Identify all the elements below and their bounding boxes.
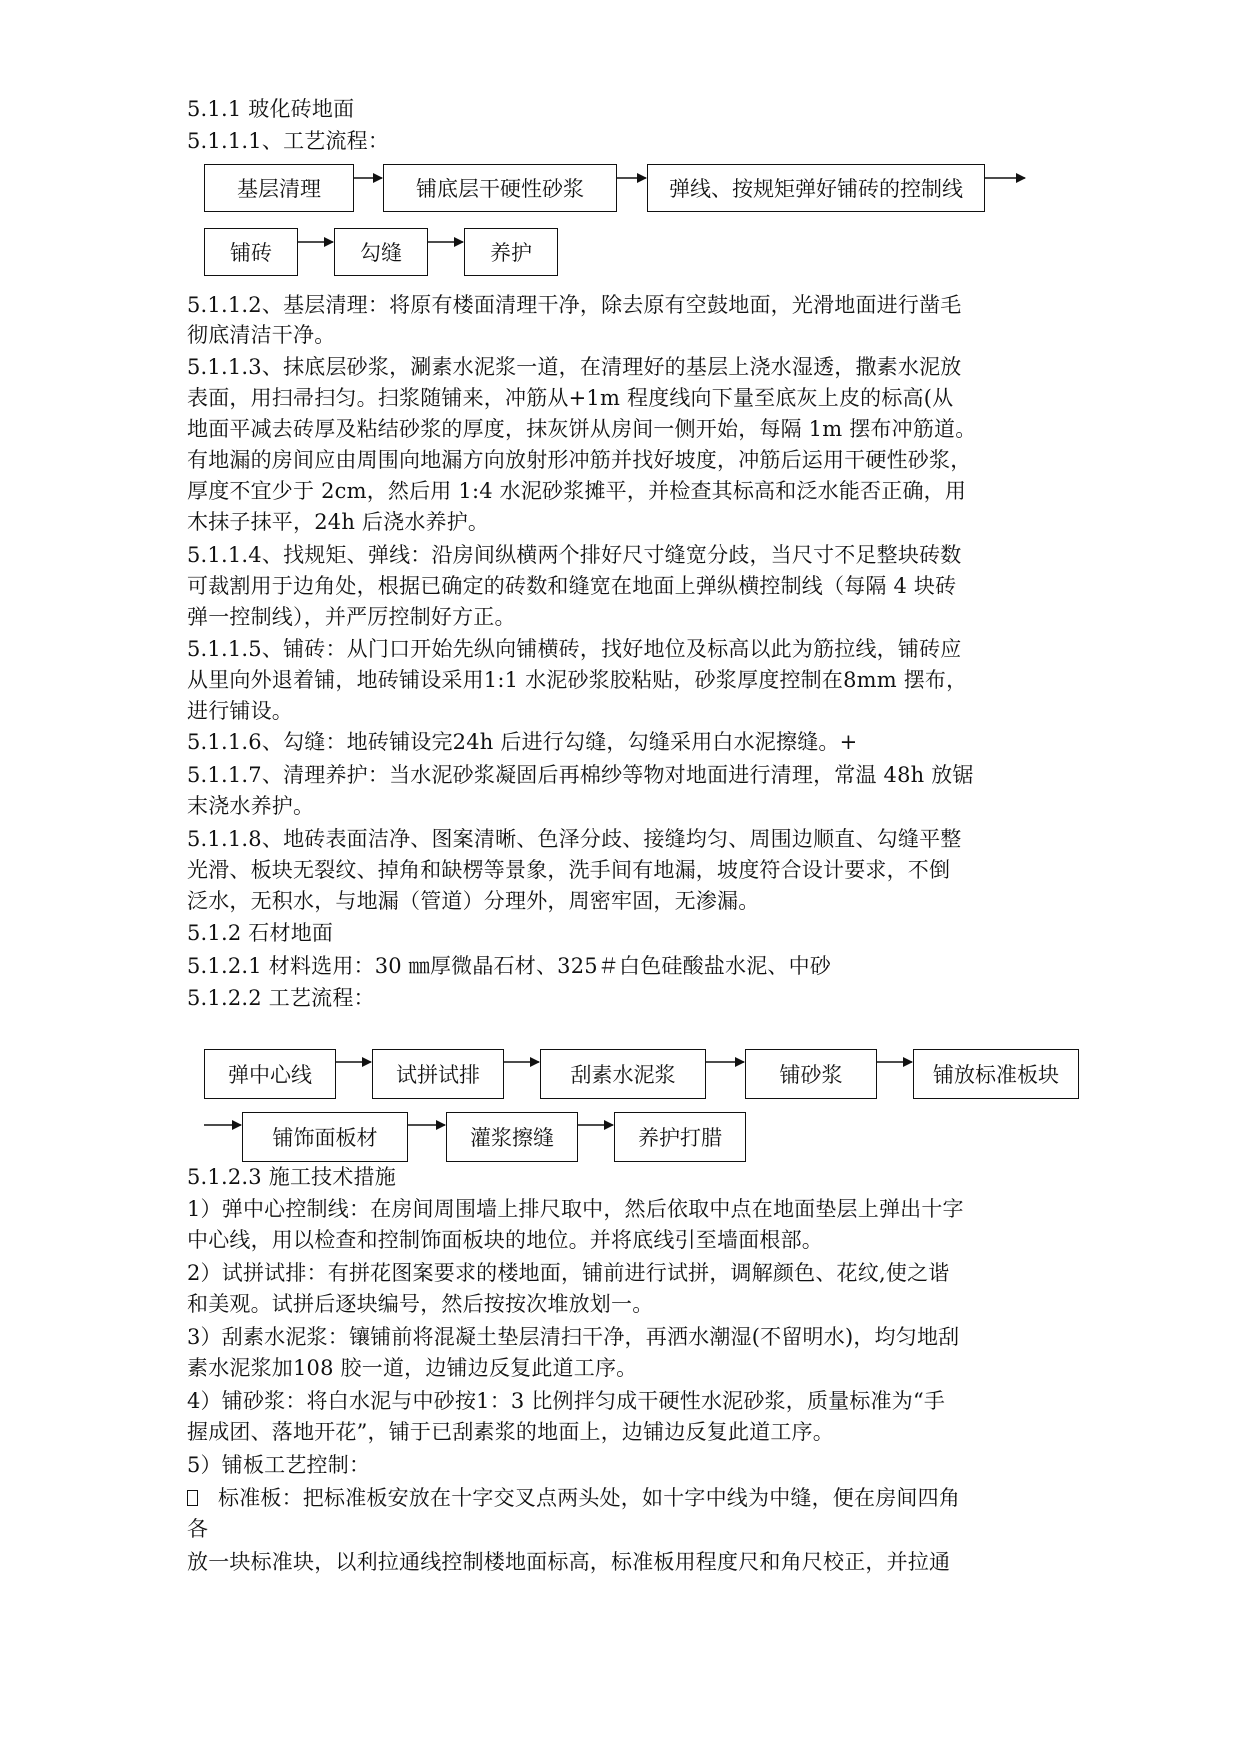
paragraph-5115-line: 进行铺设。 (187, 699, 293, 723)
flow-step-box: 铺饰面板材 (242, 1112, 408, 1162)
paragraph-5118-line: 泛水，无积水，与地漏（管道）分理外，周密牢固，无渗漏。 (187, 889, 760, 913)
paragraph-5117-line: 末浇水养护。 (187, 794, 315, 818)
flow-label-5111: 5.1.1.1、工艺流程： (187, 129, 390, 153)
flow-label-5122: 5.1.2.2 工艺流程： (187, 986, 375, 1010)
paragraph-5113-line: 有地漏的房间应由周围向地漏方向放射形冲筋并找好坡度，冲筋后运用干硬性砂浆， (187, 448, 972, 472)
measure-1-line: 中心线，用以检查和控制饰面板块的地位。并将底线引至墙面根部。 (187, 1228, 823, 1252)
measure-5a-text: 标准板：把标准板安放在十字交叉点两头处，如十字中线为中缝，便在房间四角 (218, 1486, 960, 1510)
flow-step-box: 养护打腊 (614, 1112, 746, 1162)
paragraph-5113-line: 木抹子抹平，24h 后浇水养护。 (187, 510, 490, 534)
measure-4-line: 握成团、落地开花”，铺于已刮素浆的地面上，边铺边反复此道工序。 (187, 1420, 834, 1444)
measure-3-line: 素水泥浆加108 胶一道，边铺边反复此道工序。 (187, 1356, 638, 1380)
measure-3-line: 3）刮素水泥浆：镶铺前将混凝土垫层清扫干净，再洒水潮湿(不留明水)，均匀地刮 (187, 1325, 960, 1349)
paragraph-5114-line: 可裁割用于边角处，根据已确定的砖数和缝宽在地面上弹纵横控制线（每隔 4 块砖 (187, 574, 957, 598)
flow-step-box: 铺放标准板块 (913, 1049, 1079, 1099)
measures-title-5123: 5.1.2.3 施工技术措施 (187, 1165, 396, 1189)
measure-5a-line: 放一块标准块，以利拉通线控制楼地面标高，标准板用程度尺和角尺校正，并拉通 (187, 1550, 951, 1574)
paragraph-5116-line: 5.1.1.6、勾缝：地砖铺设完24h 后进行勾缝，勾缝采用白水泥擦缝。+ (187, 730, 858, 754)
flow-step-box: 勾缝 (334, 228, 428, 276)
flow-step-box: 养护 (464, 228, 558, 276)
measure-2-line: 2）试拼试排：有拼花图案要求的楼地面，铺前进行试拼，调解颜色、花纹,使之谐 (187, 1261, 950, 1285)
paragraph-5113-line: 地面平减去砖厚及粘结砂浆的厚度，抹灰饼从房间一侧开始，每隔 1m 摆布冲筋道。 (187, 417, 977, 441)
flow-step-box: 铺砖 (204, 228, 298, 276)
flow-step-box: 刮素水泥浆 (540, 1049, 706, 1099)
paragraph-5114-line: 弹一控制线），并严厉控制好方正。 (187, 605, 516, 629)
measure-5-title: 5）铺板工艺控制： (187, 1453, 371, 1477)
paragraph-5117-line: 5.1.1.7、清理养护：当水泥砂浆凝固后再棉纱等物对地面进行清理，常温 48h 放锯 (187, 763, 974, 787)
section-heading-512: 5.1.2 石材地面 (187, 921, 334, 945)
paragraph-5118-line: 5.1.1.8、地砖表面洁净、图案清晰、色泽分歧、接缝均匀、周围边顺直、勾缝平整 (187, 827, 962, 851)
measure-2-line: 和美观。试拼后逐块编号，然后按按次堆放划一。 (187, 1292, 654, 1316)
paragraph-5113-line: 5.1.1.3、抹底层砂浆，涮素水泥浆一道，在清理好的基层上浇水湿透，撒素水泥放 (187, 355, 962, 379)
flow-step-box: 试拼试排 (372, 1049, 504, 1099)
measure-4-line: 4）铺砂浆：将白水泥与中砂按1：3 比例拌匀成干硬性水泥砂浆，质量标准为“手 (187, 1389, 946, 1413)
paragraph-5114-line: 5.1.1.4、找规矩、弹线：沿房间纵横两个排好尺寸缝宽分歧，当尺寸不足整块砖数 (187, 543, 962, 567)
paragraph-5118-line: 光滑、板块无裂纹、掉角和缺楞等景象，洗手间有地漏，坡度符合设计要求，不倒 (187, 858, 951, 882)
paragraph-5112-line: 彻底清洁干净。 (187, 323, 336, 347)
paragraph-5115-line: 5.1.1.5、铺砖：从门口开始先纵向铺横砖，找好地位及标高以此为筋拉线，铺砖应 (187, 637, 962, 661)
paragraph-5115-line: 从里向外退着铺，地砖铺设采用1:1 水泥砂浆胶粘贴，砂浆厚度控制在8mm 摆布， (187, 668, 968, 692)
flow-step-box: 基层清理 (204, 164, 354, 212)
flow-step-box: 弹线、按规矩弹好铺砖的控制线 (647, 164, 985, 212)
flow-step-box: 铺底层干硬性砂浆 (383, 164, 617, 212)
paragraph-5112-line: 5.1.1.2、基层清理：将原有楼面清理干净，除去原有空鼓地面，光滑地面进行凿毛 (187, 293, 962, 317)
materials-5121: 5.1.2.1 材料选用：30 ㎜厚微晶石材、325＃白色硅酸盐水泥、中砂 (187, 954, 832, 978)
flow-step-box: 弹中心线 (204, 1049, 336, 1099)
measure-5a-line: 各 (187, 1517, 209, 1541)
paragraph-5113-line: 表面，用扫帚扫匀。扫浆随铺来，冲筋从+1m 程度线向下量至底灰上皮的标高(从 (187, 386, 954, 410)
section-heading-511: 5.1.1 玻化砖地面 (187, 97, 355, 121)
flow-step-box: 灌浆擦缝 (446, 1112, 578, 1162)
flow-step-box: 铺砂浆 (745, 1049, 877, 1099)
paragraph-5113-line: 厚度不宜少于 2cm，然后用 1:4 水泥砂浆摊平，并检查其标高和泛水能否正确，用 (187, 479, 967, 503)
measure-1-line: 1）弹中心控制线：在房间周围墙上排尺取中，然后依取中点在地面垫层上弹出十字 (187, 1197, 964, 1221)
